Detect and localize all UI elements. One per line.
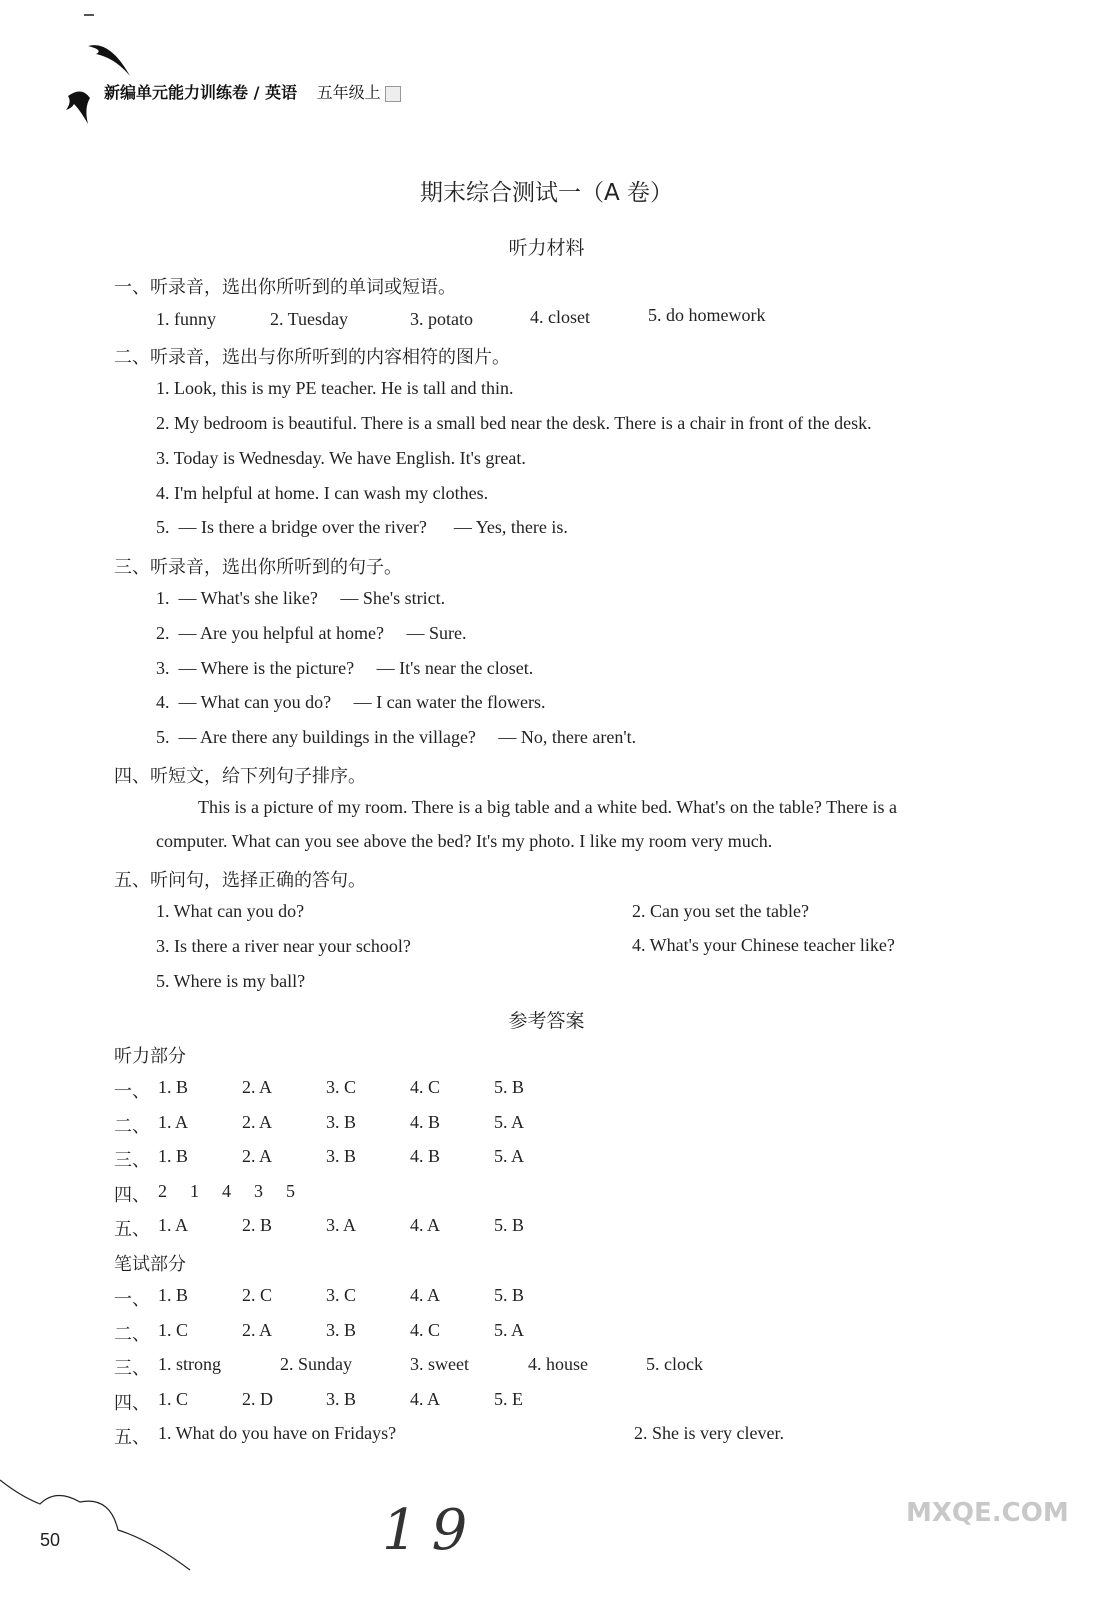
answer-row-label: 一、 [114,1081,150,1102]
answer-value: 5. A [494,1111,525,1132]
answer-row-label: 四、 [114,1184,150,1206]
answer-value: 3. B [326,1388,357,1409]
answer-value: 5. B [494,1077,525,1097]
answer-value: 2. A [242,1319,273,1340]
list-item: 1. Look, this is my PE teacher. He is tall and thin. [156,378,514,398]
part2-heading: 二、听录音，选出与你所听到的内容相符的图片。 [114,347,510,368]
book-header [104,80,401,103]
list-item: 5. — Are there any buildings in the village? — No, there aren't. [156,727,637,747]
list-item: 2. Tuesday [270,309,349,329]
answer-value: 4. A [410,1285,441,1305]
answer-value: 5. B [494,1215,525,1236]
list-item: 1. — What's she like? — She's strict. [156,588,446,608]
answer-value: 1. B [158,1285,189,1305]
part3-heading: 三、听录音，选出你所听到的句子。 [114,557,402,578]
subject-name: 英语 [265,83,298,102]
list-item: 3. — Where is the picture? — It's near the closet. [156,658,534,678]
answer-value: 1. A [158,1215,189,1236]
answer-value: 2. A [242,1146,273,1167]
answer-row-label: 五、 [114,1427,150,1449]
answer-value: 2. D [242,1388,273,1409]
answer-value: 3. C [326,1285,357,1305]
answer-value: 4. house [528,1354,588,1375]
answer-row-label: 一、 [114,1289,150,1310]
answer-value: 4 [222,1180,231,1201]
answer-value: 3. sweet [410,1354,469,1375]
answer-value: 2 [158,1180,167,1201]
answer-value: 1. B [158,1077,189,1097]
list-item: 2. My bedroom is beautiful. There is a small bed near the desk. There is a chair in front of the desk. [156,413,872,433]
answer-value: 1 [190,1180,199,1201]
list-item: 1. funny [156,309,216,329]
answer-row-label: 二、 [114,1323,150,1345]
header-square-icon [385,86,401,102]
answer-value: 1. What do you have on Fridays? [158,1423,397,1444]
answer-value: 2. Sunday [280,1354,352,1375]
answer-value: 1. C [158,1319,189,1340]
cloud-doodle-icon [0,1460,200,1580]
header-dash [84,14,94,16]
series-name: 新编单元能力训练卷 / [104,83,265,102]
answer-value: 3. C [326,1077,357,1097]
answer-value: 5 [286,1180,295,1201]
list-item: 1. What can you do? [156,901,305,921]
list-item: 3. potato [410,309,473,329]
part4-heading: 四、听短文，给下列句子排序。 [114,766,366,787]
list-item: 3. Is there a river near your school? [156,936,411,956]
page-title: 期末综合测试一（A 卷） [419,180,674,206]
answer-value: 2. A [242,1111,273,1132]
answer-row-label: 二、 [114,1115,150,1137]
answer-value: 5. A [494,1146,525,1167]
grade-label: 五年级上 [316,83,381,102]
part5-heading: 五、听问句，选择正确的答句。 [114,870,366,891]
list-item: 4. I'm helpful at home. I can wash my clothes. [156,483,489,503]
answer-value: 2. A [242,1077,273,1097]
answer-value: 1. A [158,1111,189,1132]
list-item: 5. — Is there a bridge over the river? — Yes, there is. [156,517,568,537]
answer-value: 4. B [410,1111,441,1132]
watermark: MXQE.COM [906,1498,1069,1528]
answer-value: 4. C [410,1319,441,1340]
list-item: 2. Can you set the table? [632,901,809,921]
answer-row-label: 四、 [114,1392,150,1414]
answer-value: 4. B [410,1146,441,1167]
answer-value: 5. B [494,1285,525,1305]
answer-value: 2. She is very clever. [634,1423,784,1444]
list-item: 3. Today is Wednesday. We have English. It's great. [156,448,526,468]
answer-value: 5. A [494,1319,525,1340]
list-item: 2. — Are you helpful at home? — Sure. [156,623,467,643]
list-item: 4. — What can you do? — I can water the flowers. [156,692,546,712]
answer-value: 2. C [242,1285,273,1305]
answer-value: 2. B [242,1215,273,1236]
answer-value: 4. A [410,1388,441,1409]
answer-value: 5. E [494,1388,523,1409]
listening-heading: 听力部分 [114,1046,186,1067]
answer-value: 1. B [158,1146,189,1167]
answers-heading: 参考答案 [508,1010,585,1032]
passage-line: This is a picture of my room. There is a big table and a white bed. What's on the table? There is a [198,797,898,817]
answer-value: 5. clock [646,1354,703,1375]
material-heading: 听力材料 [508,237,585,259]
part1-heading: 一、听录音，选出你所听到的单词或短语。 [114,277,456,298]
answer-value: 1. C [158,1388,189,1409]
answer-value: 3 [254,1180,263,1201]
answer-value: 4. C [410,1077,441,1097]
answer-row-label: 三、 [114,1150,150,1172]
page-number: 50 [40,1530,61,1550]
answer-value: 3. B [326,1146,357,1167]
answer-row-label: 五、 [114,1219,150,1241]
passage-line: computer. What can you see above the bed? It's my photo. I like my room very much. [156,831,773,851]
handwritten-number: 19 [382,1498,482,1563]
answer-value: 3. B [326,1111,357,1132]
answer-value: 3. B [326,1319,357,1340]
written-heading: 笔试部分 [114,1254,186,1275]
answer-row-label: 三、 [114,1358,150,1380]
list-item: 4. What's your Chinese teacher like? [632,935,895,955]
answer-value: 1. strong [158,1354,221,1375]
list-item: 5. Where is my ball? [156,971,306,991]
answer-value: 3. A [326,1215,357,1236]
list-item: 5. do homework [648,305,766,325]
list-item: 4. closet [530,307,590,327]
answer-value: 4. A [410,1215,441,1236]
